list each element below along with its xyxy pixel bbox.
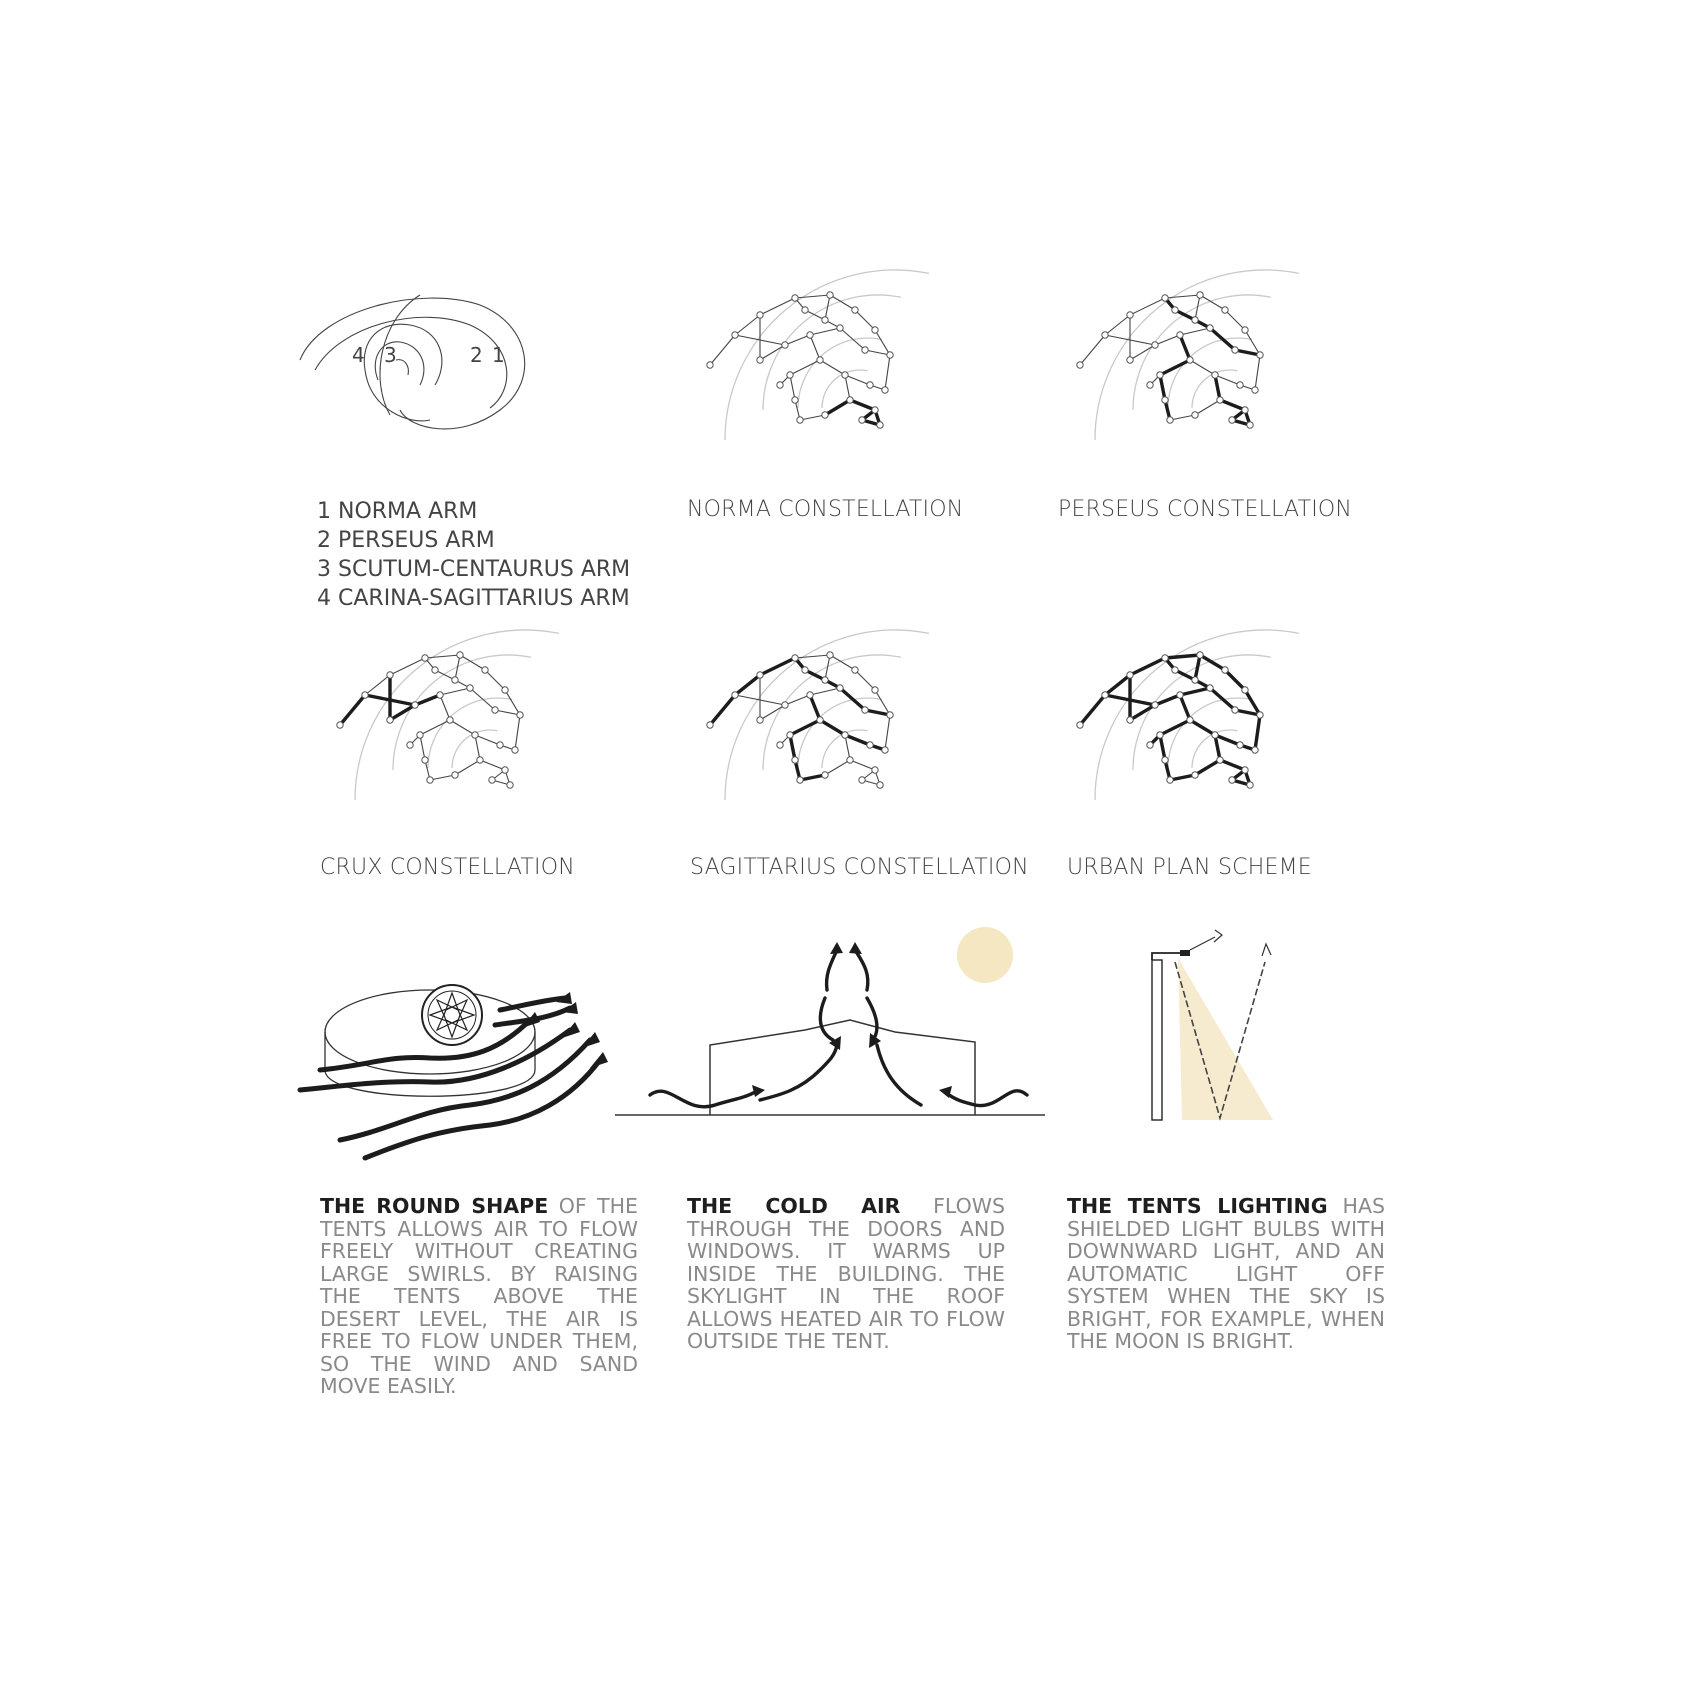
- star-node: [822, 412, 828, 418]
- constellation-line: [1225, 310, 1245, 330]
- star-node: [497, 742, 503, 748]
- constellation-highlight-line: [710, 695, 735, 725]
- star-node: [1222, 307, 1228, 313]
- star-node: [1192, 772, 1198, 778]
- star-node: [1172, 667, 1178, 673]
- constellation-line: [845, 375, 850, 400]
- constellation-line: [1255, 355, 1260, 390]
- star-node: [777, 742, 783, 748]
- star-node: [432, 667, 438, 673]
- constellation-highlight-line: [1220, 760, 1245, 770]
- constellation-highlight-line: [1210, 688, 1235, 710]
- skylight-icon: [422, 985, 482, 1045]
- star-node: [1212, 372, 1218, 378]
- star-node: [1102, 692, 1108, 698]
- star-node: [732, 692, 738, 698]
- cold-air-explanation: [687, 1195, 1005, 1353]
- star-node: [437, 692, 443, 698]
- constellation-line: [1080, 335, 1105, 365]
- constellation-line: [735, 315, 760, 335]
- cold-air-title: THE COLD AIR: [687, 1194, 901, 1218]
- star-node: [882, 747, 888, 753]
- perseus-constellation-label: PERSEUS CONSTELLATION: [1058, 497, 1353, 522]
- constellation-highlight-line: [840, 688, 865, 710]
- star-node: [1102, 332, 1108, 338]
- constellation-highlight-line: [1215, 735, 1240, 745]
- constellation-line: [1170, 415, 1195, 420]
- constellation-line: [420, 735, 425, 760]
- constellation-line: [515, 715, 520, 750]
- constellation-line: [495, 710, 520, 715]
- constellation-highlight-line: [800, 775, 825, 780]
- constellation-line: [885, 355, 890, 390]
- star-node: [1167, 777, 1173, 783]
- round-shape-title: THE ROUND SHAPE: [320, 1194, 549, 1218]
- constellation-highlight-line: [390, 705, 415, 720]
- star-node: [792, 757, 798, 763]
- constellation-line: [1195, 400, 1220, 415]
- constellation-line: [440, 695, 450, 720]
- constellation-line: [440, 688, 470, 695]
- sagittarius-constellation-diagram: [700, 650, 960, 810]
- star-node: [1147, 742, 1153, 748]
- galaxy-spiral-diagram: [300, 290, 540, 450]
- constellation-highlight-line: [1235, 350, 1260, 355]
- constellation-highlight-line: [735, 675, 760, 695]
- star-node: [797, 417, 803, 423]
- sun-icon: [957, 927, 1013, 983]
- constellation-line: [1180, 328, 1210, 335]
- star-node: [802, 667, 808, 673]
- star-node: [1177, 332, 1183, 338]
- star-node: [1257, 352, 1263, 358]
- star-node: [787, 732, 793, 738]
- star-node: [1162, 757, 1168, 763]
- star-node: [872, 407, 878, 413]
- constellation-line: [830, 655, 855, 670]
- constellation-line: [1130, 345, 1155, 360]
- star-node: [1147, 382, 1153, 388]
- star-node: [822, 677, 828, 683]
- star-node: [1232, 707, 1238, 713]
- star-node: [1207, 685, 1213, 691]
- star-node: [1207, 325, 1213, 331]
- star-node: [842, 372, 848, 378]
- star-node: [1152, 702, 1158, 708]
- star-node: [1187, 357, 1193, 363]
- norma-constellation-diagram: [700, 290, 960, 450]
- constellation-highlight-line: [1165, 655, 1200, 658]
- constellation-line: [1200, 295, 1225, 310]
- constellation-line: [810, 688, 840, 695]
- star-node: [792, 655, 798, 661]
- star-node: [1172, 307, 1178, 313]
- constellation-line: [855, 310, 875, 330]
- star-node: [502, 687, 508, 693]
- star-node: [852, 667, 858, 673]
- constellation-highlight-line: [1160, 735, 1165, 760]
- constellation-highlight-line: [825, 400, 850, 415]
- star-node: [1229, 417, 1235, 423]
- tents-lighting-explanation: [1067, 1195, 1385, 1353]
- star-node: [837, 325, 843, 331]
- star-node: [1242, 407, 1248, 413]
- constellation-highlight-line: [1195, 760, 1220, 775]
- constellation-highlight-line: [1200, 655, 1225, 670]
- star-node: [792, 397, 798, 403]
- star-node: [1247, 782, 1253, 788]
- star-node: [1242, 687, 1248, 693]
- constellation-line: [365, 675, 390, 695]
- star-node: [882, 387, 888, 393]
- constellation-line: [485, 670, 505, 690]
- star-node: [827, 652, 833, 658]
- star-node: [862, 347, 868, 353]
- arm-number-3: 3: [384, 343, 397, 367]
- star-node: [787, 372, 793, 378]
- constellation-line: [1215, 375, 1240, 385]
- star-node: [872, 687, 878, 693]
- star-node: [847, 397, 853, 403]
- star-node: [492, 707, 498, 713]
- constellation-line: [865, 350, 890, 355]
- constellation-line: [830, 295, 855, 310]
- star-node: [1162, 655, 1168, 661]
- constellation-line: [710, 335, 735, 365]
- star-node: [1077, 722, 1083, 728]
- constellation-line: [450, 720, 475, 735]
- constellation-highlight-line: [1190, 720, 1215, 735]
- constellation-line: [840, 328, 865, 350]
- star-node: [472, 732, 478, 738]
- round-tent-wind-diagram: [300, 980, 630, 1170]
- star-node: [517, 712, 523, 718]
- star-node: [512, 747, 518, 753]
- star-node: [417, 732, 423, 738]
- constellation-highlight-line: [1180, 335, 1190, 360]
- star-node: [782, 342, 788, 348]
- star-node: [837, 685, 843, 691]
- star-node: [872, 327, 878, 333]
- constellation-highlight-line: [790, 720, 820, 735]
- star-node: [887, 712, 893, 718]
- star-node: [877, 782, 883, 788]
- urban-plan-scheme-label: URBAN PLAN SCHEME: [1067, 855, 1312, 880]
- star-node: [1192, 677, 1198, 683]
- constellation-line: [845, 375, 870, 385]
- star-node: [452, 677, 458, 683]
- light-bulb-icon: [1180, 950, 1190, 956]
- constellation-line: [825, 760, 850, 775]
- tents-lighting-title: THE TENTS LIGHTING: [1067, 1194, 1328, 1218]
- star-node: [797, 777, 803, 783]
- constellation-highlight-line: [1160, 360, 1190, 375]
- constellation-line: [850, 760, 875, 770]
- constellation-line: [790, 375, 795, 400]
- star-node: [1229, 777, 1235, 783]
- star-node: [1192, 317, 1198, 323]
- constellation-highlight-line: [1180, 688, 1210, 695]
- constellation-line: [760, 705, 785, 720]
- star-node: [489, 777, 495, 783]
- star-node: [872, 767, 878, 773]
- legend-item: 1 NORMA ARM: [317, 499, 478, 524]
- star-node: [502, 767, 508, 773]
- star-node: [1222, 667, 1228, 673]
- constellation-line: [795, 295, 830, 298]
- star-node: [1152, 342, 1158, 348]
- star-node: [482, 667, 488, 673]
- star-node: [337, 722, 343, 728]
- star-node: [1077, 362, 1083, 368]
- star-node: [852, 307, 858, 313]
- constellation-line: [885, 715, 890, 750]
- constellation-line: [460, 655, 485, 670]
- star-node: [1197, 292, 1203, 298]
- urban-plan-scheme-diagram: [1070, 650, 1330, 810]
- constellation-highlight-line: [1160, 720, 1190, 735]
- orbit-guide-arc: [798, 338, 882, 408]
- star-node: [842, 732, 848, 738]
- star-node: [1257, 712, 1263, 718]
- star-node: [777, 382, 783, 388]
- star-node: [1187, 717, 1193, 723]
- constellation-line: [800, 415, 825, 420]
- star-node: [1127, 357, 1133, 363]
- round-shape-explanation: [320, 1195, 638, 1398]
- star-node: [1237, 742, 1243, 748]
- constellation-highlight-line: [1220, 400, 1245, 410]
- constellation-highlight-line: [1215, 375, 1220, 400]
- star-node: [447, 717, 453, 723]
- constellation-highlight-line: [810, 695, 820, 720]
- star-node: [1242, 767, 1248, 773]
- constellation-highlight-line: [1170, 775, 1195, 780]
- star-node: [1247, 422, 1253, 428]
- star-node: [707, 362, 713, 368]
- spiral-arm-legend: [317, 497, 630, 613]
- constellation-highlight-line: [845, 735, 870, 745]
- legend-item: 2 PERSEUS ARM: [317, 528, 495, 553]
- constellation-line: [875, 330, 890, 355]
- star-node: [757, 717, 763, 723]
- constellation-highlight-line: [1215, 735, 1220, 760]
- star-node: [802, 307, 808, 313]
- constellation-line: [420, 720, 450, 735]
- constellation-highlight-line: [340, 695, 365, 725]
- constellation-line: [760, 345, 785, 360]
- perseus-constellation-diagram: [1070, 290, 1330, 450]
- star-node: [507, 782, 513, 788]
- star-node: [1242, 327, 1248, 333]
- star-node: [732, 332, 738, 338]
- constellation-line: [1190, 360, 1215, 375]
- star-node: [817, 357, 823, 363]
- star-node: [1237, 382, 1243, 388]
- star-node: [1232, 347, 1238, 353]
- star-node: [792, 295, 798, 301]
- star-node: [1127, 312, 1133, 318]
- legend-item: 4 CARINA-SAGITTARIUS ARM: [317, 586, 630, 611]
- orbit-guide-arc: [1168, 338, 1252, 408]
- star-node: [877, 422, 883, 428]
- star-node: [1157, 372, 1163, 378]
- star-node: [1217, 757, 1223, 763]
- arm-number-1: 1: [492, 343, 505, 367]
- constellation-line: [455, 760, 480, 775]
- legend-item: 3 SCUTUM-CENTAURUS ARM: [317, 557, 631, 582]
- star-node: [887, 352, 893, 358]
- norma-constellation-label: NORMA CONSTELLATION: [687, 497, 964, 522]
- tent-lighting-diagram: [1140, 920, 1290, 1130]
- round-shape-body: OF THE TENTS ALLOWS AIR TO FLOW FREELY WITHOUT CREATING LARGE SWIRLS. BY RAISING THE TENTS ABOVE THE DESERT LEVEL, THE AIR IS FREE TO FLOW UNDER THEM, SO THE WIND AND SAND MOVE EASILY.: [320, 1194, 638, 1398]
- star-node: [859, 417, 865, 423]
- cold-air-body: FLOWS THROUGH THE DOORS AND WINDOWS. IT WARMS UP INSIDE THE BUILDING. THE SKYLIGHT IN THE ROOF ALLOWS HEATED AIR TO FLOW OUTSIDE THE TENT.: [687, 1194, 1005, 1353]
- constellation-line: [810, 335, 820, 360]
- star-node: [867, 742, 873, 748]
- constellation-highlight-line: [1180, 695, 1190, 720]
- star-node: [362, 692, 368, 698]
- star-node: [1162, 397, 1168, 403]
- star-node: [387, 672, 393, 678]
- constellation-highlight-line: [865, 710, 890, 715]
- constellation-highlight-line: [1225, 670, 1245, 690]
- constellation-highlight-line: [850, 400, 875, 410]
- constellation-line: [475, 735, 500, 745]
- constellation-line: [480, 760, 505, 770]
- crux-constellation-diagram: [330, 650, 590, 810]
- arm-number-2: 2: [470, 343, 483, 367]
- star-node: [1162, 295, 1168, 301]
- star-node: [859, 777, 865, 783]
- star-node: [1127, 672, 1133, 678]
- star-node: [822, 317, 828, 323]
- star-node: [1252, 387, 1258, 393]
- star-node: [867, 382, 873, 388]
- star-node: [1157, 732, 1163, 738]
- constellation-highlight-line: [820, 720, 845, 735]
- constellation-line: [790, 360, 820, 375]
- star-node: [477, 757, 483, 763]
- constellation-line: [795, 655, 830, 658]
- constellation-line: [820, 360, 845, 375]
- crux-constellation-label: CRUX CONSTELLATION: [320, 855, 575, 880]
- arm-number-4: 4: [352, 343, 365, 367]
- star-node: [1167, 417, 1173, 423]
- star-node: [757, 357, 763, 363]
- constellation-line: [425, 655, 460, 658]
- star-node: [707, 722, 713, 728]
- star-node: [782, 702, 788, 708]
- constellation-line: [855, 670, 875, 690]
- star-node: [422, 757, 428, 763]
- constellation-highlight-line: [1105, 675, 1130, 695]
- constellation-line: [475, 735, 480, 760]
- constellation-line: [1165, 295, 1200, 298]
- constellation-highlight-line: [790, 735, 795, 760]
- star-node: [1217, 397, 1223, 403]
- star-node: [757, 312, 763, 318]
- constellation-line: [505, 690, 520, 715]
- cold-air-section-diagram: [615, 920, 1045, 1130]
- constellation-line: [430, 775, 455, 780]
- star-node: [807, 332, 813, 338]
- star-node: [827, 292, 833, 298]
- star-node: [822, 772, 828, 778]
- star-node: [1252, 747, 1258, 753]
- star-node: [1127, 717, 1133, 723]
- constellation-highlight-line: [1210, 328, 1235, 350]
- star-node: [407, 742, 413, 748]
- star-node: [817, 717, 823, 723]
- star-node: [412, 702, 418, 708]
- star-node: [1177, 692, 1183, 698]
- star-node: [1197, 652, 1203, 658]
- star-node: [427, 777, 433, 783]
- constellation-line: [845, 735, 850, 760]
- star-node: [862, 707, 868, 713]
- constellation-line: [810, 328, 840, 335]
- star-node: [387, 717, 393, 723]
- star-node: [1192, 412, 1198, 418]
- star-node: [452, 772, 458, 778]
- star-node: [422, 655, 428, 661]
- constellation-highlight-line: [1080, 695, 1105, 725]
- tents-lighting-body: HAS SHIELDED LIGHT BULBS WITH DOWNWARD LIGHT, AND AN AUTOMATIC LIGHT OFF SYSTEM WHEN THE SKY IS BRIGHT, FOR EXAMPLE, WHEN THE MOON IS BRIGHT.: [1067, 1194, 1385, 1353]
- star-node: [457, 652, 463, 658]
- sagittarius-constellation-label: SAGITTARIUS CONSTELLATION: [690, 855, 1029, 880]
- constellation-highlight-line: [1130, 705, 1155, 720]
- star-node: [807, 692, 813, 698]
- constellation-line: [1105, 315, 1130, 335]
- constellation-highlight-line: [1160, 375, 1165, 400]
- star-node: [757, 672, 763, 678]
- constellation-highlight-line: [1255, 715, 1260, 750]
- star-node: [847, 757, 853, 763]
- star-node: [1212, 732, 1218, 738]
- orbit-guide-arc: [428, 698, 512, 768]
- star-node: [467, 685, 473, 691]
- constellation-line: [470, 688, 495, 710]
